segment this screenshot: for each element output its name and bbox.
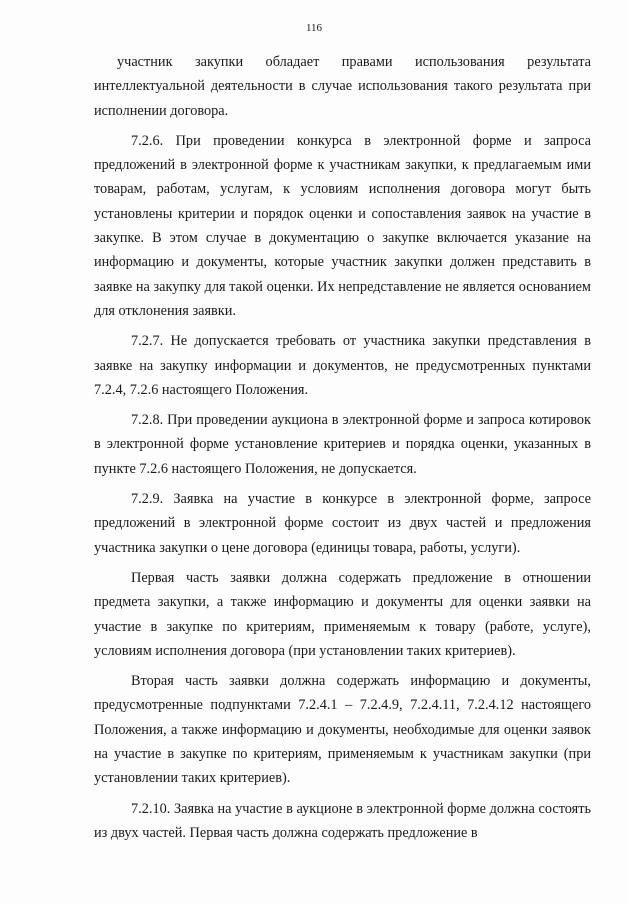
paragraph-7-2-8: 7.2.8. При проведении аукциона в электронной форме и запроса котировок в электронной форме установление критериев и порядка оценки, указанных в пункте 7.2.6 настоящего Положения, не допускается.: [94, 412, 591, 477]
paragraph-7-2-7: 7.2.7. Не допускается требовать от участника закупки представления в заявке на закупку информации и документов, не предусмотренных пунктами 7.2.4, 7.2.6 настоящего Положения.: [94, 333, 591, 398]
page-number: 116: [305, 22, 323, 34]
paragraph-7-2-9: 7.2.9. Заявка на участие в конкурсе в электронной форме, запросе предложений в электронной форме состоит из двух частей и предложения участника закупки о цене договора (единицы товара, работы, услуги).: [94, 491, 591, 556]
paragraph-first-part: Первая часть заявки должна содержать предложение в отношении предмета закупки, а также информацию и документы для оценки заявки на участие в закупке по критериям, применяемым к товару (работе, услуге), условиям исполнения договора (при установлении таких критериев).: [94, 569, 591, 659]
paragraph-continuation: участник закупки обладает правами использования результата интеллектуальной деятельности в случае использования такого результата при исполнении договора.: [94, 54, 591, 119]
paragraph-second-part: Вторая часть заявки должна содержать информацию и документы, предусмотренные подпунктами 7.2.4.1 – 7.2.4.9, 7.2.4.11, 7.2.4.12 настоящего Положения, а также информацию и документы, необходимые для оценки заявок на участие в закупке по критериям, применяемым к участникам закупки (при установлении таких критериев).: [94, 673, 591, 787]
paragraph-7-2-6: 7.2.6. При проведении конкурса в электронной форме и запроса предложений в электронной форме к участникам закупки, к предлагаемым ими товарам, работам, услугам, к условиям исполнения договора могут быть установлены критерии и порядок оценки и сопоставления заявок на участие в закупке. В этом случае в документацию о закупке включается указание на информацию и документы, которые участник закупки должен представить в заявке на закупку для такой оценки. Их непредставление не является основанием для отклонения заявки.: [94, 132, 591, 319]
document-body: [94, 50, 591, 851]
paragraph-7-2-10: 7.2.10. Заявка на участие в аукционе в электронной форме должна состоять из двух частей. Первая часть должна содержать предложение в: [94, 800, 591, 841]
